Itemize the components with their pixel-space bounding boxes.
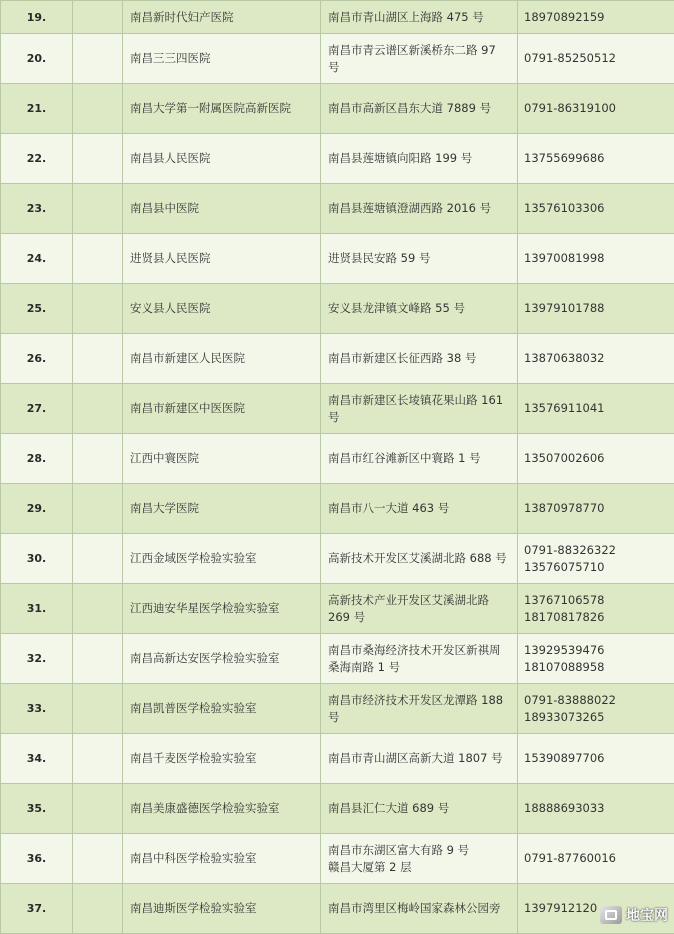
hospital-address bbox=[321, 384, 518, 434]
row-number: 23. bbox=[1, 184, 73, 234]
hospital-name: 南昌大学医院 bbox=[123, 484, 321, 534]
hospital-phone bbox=[518, 284, 674, 334]
hospital-phone bbox=[518, 484, 674, 534]
phone-line: 0791-85250512 bbox=[524, 50, 668, 67]
phone-line: 0791-87760016 bbox=[524, 850, 668, 867]
hospital-phone bbox=[518, 434, 674, 484]
table-row bbox=[1, 184, 674, 234]
row-number: 19. bbox=[1, 1, 73, 34]
address-line: 南昌市青云谱区新溪桥东二路 97 bbox=[328, 42, 511, 59]
hospital-address bbox=[321, 284, 518, 334]
hospital-name: 江西中寰医院 bbox=[123, 434, 321, 484]
hospital-phone bbox=[518, 684, 674, 734]
hospital-phone bbox=[518, 534, 674, 584]
table-row bbox=[1, 134, 674, 184]
phone-line: 13870978770 bbox=[524, 500, 668, 517]
table-row bbox=[1, 1, 674, 34]
hospital-name: 南昌迪斯医学检验实验室 bbox=[123, 884, 321, 934]
phone-line: 1397912120 bbox=[524, 900, 668, 917]
row-number: 36. bbox=[1, 834, 73, 884]
table-row bbox=[1, 534, 674, 584]
hospital-phone bbox=[518, 734, 674, 784]
phone-line: 13767106578 bbox=[524, 592, 668, 609]
hospital-name: 南昌县中医院 bbox=[123, 184, 321, 234]
watermark bbox=[600, 905, 668, 925]
address-line: 南昌县莲塘镇澄湖西路 2016 号 bbox=[328, 200, 511, 217]
blank-cell bbox=[73, 1, 123, 34]
address-line: 南昌市湾里区梅岭国家森林公园旁 bbox=[328, 900, 511, 917]
hospital-address bbox=[321, 334, 518, 384]
address-line: 南昌市东湖区富大有路 9 号 bbox=[328, 842, 511, 859]
blank-cell bbox=[73, 84, 123, 134]
hospital-address bbox=[321, 884, 518, 934]
table-body bbox=[1, 1, 674, 934]
phone-line: 0791-86319100 bbox=[524, 100, 668, 117]
row-number: 25. bbox=[1, 284, 73, 334]
phone-line: 18170817826 bbox=[524, 609, 668, 626]
blank-cell bbox=[73, 34, 123, 84]
blank-cell bbox=[73, 234, 123, 284]
blank-cell bbox=[73, 584, 123, 634]
hospital-name: 江西迪安华星医学检验实验室 bbox=[123, 584, 321, 634]
table-row bbox=[1, 334, 674, 384]
address-line: 南昌市红谷滩新区中寰路 1 号 bbox=[328, 450, 511, 467]
hospital-name: 江西金域医学检验实验室 bbox=[123, 534, 321, 584]
hospital-address bbox=[321, 134, 518, 184]
address-line: 南昌市新建区长征西路 38 号 bbox=[328, 350, 511, 367]
row-number: 33. bbox=[1, 684, 73, 734]
phone-line: 13576103306 bbox=[524, 200, 668, 217]
blank-cell bbox=[73, 834, 123, 884]
hospital-phone bbox=[518, 384, 674, 434]
hospital-address bbox=[321, 734, 518, 784]
address-line: 桑海南路 1 号 bbox=[328, 659, 511, 676]
phone-line: 13507002606 bbox=[524, 450, 668, 467]
row-number: 20. bbox=[1, 34, 73, 84]
blank-cell bbox=[73, 684, 123, 734]
hospital-address bbox=[321, 434, 518, 484]
row-number: 32. bbox=[1, 634, 73, 684]
table-row bbox=[1, 584, 674, 634]
address-line: 进贤县民安路 59 号 bbox=[328, 250, 511, 267]
row-number: 34. bbox=[1, 734, 73, 784]
hospital-phone bbox=[518, 134, 674, 184]
hospital-phone bbox=[518, 84, 674, 134]
hospital-address bbox=[321, 784, 518, 834]
hospital-address bbox=[321, 584, 518, 634]
blank-cell bbox=[73, 534, 123, 584]
blank-cell bbox=[73, 484, 123, 534]
row-number: 29. bbox=[1, 484, 73, 534]
hospital-name: 南昌市新建区中医医院 bbox=[123, 384, 321, 434]
phone-line: 15390897706 bbox=[524, 750, 668, 767]
hospital-name: 南昌凯普医学检验实验室 bbox=[123, 684, 321, 734]
row-number: 24. bbox=[1, 234, 73, 284]
hospital-phone bbox=[518, 584, 674, 634]
table-row bbox=[1, 84, 674, 134]
hospital-address bbox=[321, 1, 518, 34]
phone-line: 18970892159 bbox=[524, 9, 668, 26]
hospital-address bbox=[321, 234, 518, 284]
hospital-phone bbox=[518, 634, 674, 684]
hospital-address bbox=[321, 834, 518, 884]
phone-line: 0791-83888022 bbox=[524, 692, 668, 709]
table-row bbox=[1, 234, 674, 284]
table-row bbox=[1, 434, 674, 484]
hospital-phone bbox=[518, 34, 674, 84]
row-number: 30. bbox=[1, 534, 73, 584]
table-row bbox=[1, 34, 674, 84]
address-line: 南昌市新建区长堎镇花果山路 161 bbox=[328, 392, 511, 409]
blank-cell bbox=[73, 784, 123, 834]
address-line: 赣昌大厦第 2 层 bbox=[328, 859, 511, 876]
address-line: 号 bbox=[328, 59, 511, 76]
address-line: 南昌市青山湖区高新大道 1807 号 bbox=[328, 750, 511, 767]
phone-line: 18888693033 bbox=[524, 800, 668, 817]
house-logo-icon bbox=[600, 906, 622, 924]
address-line: 南昌县莲塘镇向阳路 199 号 bbox=[328, 150, 511, 167]
hospital-phone bbox=[518, 334, 674, 384]
table-row bbox=[1, 834, 674, 884]
blank-cell bbox=[73, 334, 123, 384]
row-number: 37. bbox=[1, 884, 73, 934]
hospital-phone bbox=[518, 184, 674, 234]
blank-cell bbox=[73, 384, 123, 434]
hospital-address bbox=[321, 684, 518, 734]
table-row bbox=[1, 484, 674, 534]
row-number: 31. bbox=[1, 584, 73, 634]
hospital-address bbox=[321, 84, 518, 134]
phone-line: 13979101788 bbox=[524, 300, 668, 317]
hospital-address bbox=[321, 484, 518, 534]
row-number: 35. bbox=[1, 784, 73, 834]
address-line: 号 bbox=[328, 409, 511, 426]
table-row bbox=[1, 684, 674, 734]
address-line: 南昌县汇仁大道 689 号 bbox=[328, 800, 511, 817]
blank-cell bbox=[73, 284, 123, 334]
table-row bbox=[1, 884, 674, 934]
phone-line: 13929539476 bbox=[524, 642, 668, 659]
hospital-name: 南昌新时代妇产医院 bbox=[123, 1, 321, 34]
phone-line: 0791-88326322 bbox=[524, 542, 668, 559]
hospital-name: 进贤县人民医院 bbox=[123, 234, 321, 284]
blank-cell bbox=[73, 434, 123, 484]
hospital-name: 南昌市新建区人民医院 bbox=[123, 334, 321, 384]
blank-cell bbox=[73, 184, 123, 234]
hospital-name: 南昌中科医学检验实验室 bbox=[123, 834, 321, 884]
row-number: 22. bbox=[1, 134, 73, 184]
blank-cell bbox=[73, 734, 123, 784]
row-number: 27. bbox=[1, 384, 73, 434]
address-line: 高新技术开发区艾溪湖北路 688 号 bbox=[328, 550, 511, 567]
phone-line: 13970081998 bbox=[524, 250, 668, 267]
table-row bbox=[1, 784, 674, 834]
hospital-name: 南昌三三四医院 bbox=[123, 34, 321, 84]
hospital-address bbox=[321, 184, 518, 234]
hospital-name: 南昌高新达安医学检验实验室 bbox=[123, 634, 321, 684]
phone-line: 13576911041 bbox=[524, 400, 668, 417]
row-number: 21. bbox=[1, 84, 73, 134]
row-number: 26. bbox=[1, 334, 73, 384]
address-line: 南昌市经济技术开发区龙潭路 188 bbox=[328, 692, 511, 709]
hospital-phone bbox=[518, 784, 674, 834]
address-line: 安义县龙津镇文峰路 55 号 bbox=[328, 300, 511, 317]
address-line: 号 bbox=[328, 709, 511, 726]
phone-line: 13755699686 bbox=[524, 150, 668, 167]
phone-line: 18107088958 bbox=[524, 659, 668, 676]
hospital-name: 安义县人民医院 bbox=[123, 284, 321, 334]
hospital-address bbox=[321, 34, 518, 84]
phone-line: 13576075710 bbox=[524, 559, 668, 576]
blank-cell bbox=[73, 884, 123, 934]
hospital-phone bbox=[518, 1, 674, 34]
hospital-phone bbox=[518, 834, 674, 884]
address-line: 高新技术产业开发区艾溪湖北路 bbox=[328, 592, 511, 609]
hospital-name: 南昌大学第一附属医院高新医院 bbox=[123, 84, 321, 134]
address-line: 269 号 bbox=[328, 609, 511, 626]
phone-line: 13870638032 bbox=[524, 350, 668, 367]
hospital-name: 南昌县人民医院 bbox=[123, 134, 321, 184]
table-row bbox=[1, 634, 674, 684]
address-line: 南昌市桑海经济技术开发区新祺周 bbox=[328, 642, 511, 659]
address-line: 南昌市高新区昌东大道 7889 号 bbox=[328, 100, 511, 117]
hospital-phone bbox=[518, 234, 674, 284]
address-line: 南昌市青山湖区上海路 475 号 bbox=[328, 9, 511, 26]
blank-cell bbox=[73, 134, 123, 184]
phone-line: 18933073265 bbox=[524, 709, 668, 726]
hospital-address bbox=[321, 634, 518, 684]
row-number: 28. bbox=[1, 434, 73, 484]
blank-cell bbox=[73, 634, 123, 684]
watermark-text: 地宝网 bbox=[626, 905, 668, 925]
table-row bbox=[1, 384, 674, 434]
table-row bbox=[1, 284, 674, 334]
address-line: 南昌市八一大道 463 号 bbox=[328, 500, 511, 517]
hospital-name: 南昌美康盛德医学检验实验室 bbox=[123, 784, 321, 834]
hospital-name: 南昌千麦医学检验实验室 bbox=[123, 734, 321, 784]
table-row bbox=[1, 734, 674, 784]
hospital-address bbox=[321, 534, 518, 584]
